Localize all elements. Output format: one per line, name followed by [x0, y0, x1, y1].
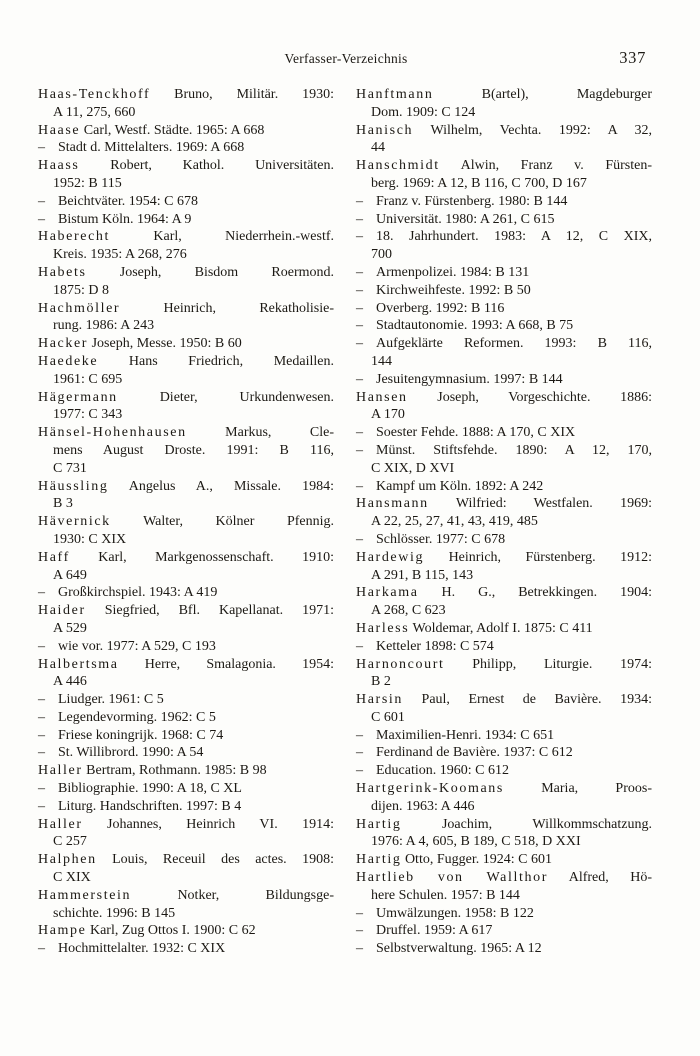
- entry-line: Hartgerink-Koomans Maria, Proos-: [356, 781, 652, 797]
- index-subentry: [356, 317, 652, 335]
- index-subentry: [356, 335, 652, 371]
- index-subentry: [38, 798, 334, 816]
- entry-line: Haider Siegfried, Bfl. Kapellanat. 1971:: [38, 603, 334, 619]
- entry-line: – Umwälzungen. 1958: B 122: [356, 905, 534, 921]
- index-entry: [38, 478, 334, 514]
- page-title: Verfasser-Verzeichnis: [284, 51, 408, 66]
- subentry-dash: –: [38, 638, 45, 654]
- entry-line: Hartlieb von Wallthor Alfred, Hö-: [356, 870, 652, 886]
- entry-line: Haff Karl, Markgenossenschaft. 1910:: [38, 549, 334, 565]
- entry-headword: Halphen: [38, 852, 97, 868]
- entry-line: Hartig Joachim, Willkommschatzung.: [356, 816, 652, 832]
- entry-line: – Friese koningrijk. 1968: C 74: [38, 727, 224, 743]
- entry-line: 1952: B 115: [53, 175, 122, 191]
- entry-line: – Liturg. Handschriften. 1997: B 4: [38, 798, 242, 814]
- entry-headword: Harnoncourt: [356, 656, 445, 672]
- index-entry: [38, 816, 334, 852]
- entry-headword: Hammerstein: [38, 887, 132, 903]
- entry-line: – Beichtväter. 1954: C 678: [38, 193, 198, 209]
- index-entry: [356, 157, 652, 193]
- entry-line: A 11, 275, 660: [53, 104, 136, 120]
- index-entry: [38, 851, 334, 887]
- subentry-dash: –: [356, 425, 363, 441]
- subentry-dash: –: [356, 193, 363, 209]
- index-subentry: [356, 905, 652, 923]
- index-subentry: [38, 727, 334, 745]
- index-entry: [356, 851, 652, 869]
- index-columns: [38, 86, 652, 958]
- entry-line: – Münst. Stiftsfehde. 1890: A 12, 170,: [356, 442, 652, 458]
- entry-line: A 22, 25, 27, 41, 43, 419, 485: [371, 514, 538, 530]
- index-subentry: [38, 709, 334, 727]
- entry-line: 1875: D 8: [53, 282, 109, 298]
- index-entry: [38, 122, 334, 140]
- index-subentry: [356, 264, 652, 282]
- index-entry: [38, 353, 334, 389]
- subentry-dash: –: [38, 727, 45, 743]
- entry-line: Hanisch Wilhelm, Vechta. 1992: A 32,: [356, 122, 652, 138]
- running-head: [38, 48, 654, 71]
- entry-line: Haase Carl, Westf. Städte. 1965: A 668: [38, 122, 265, 138]
- entry-line: 1976: A 4, 605, B 189, C 518, D XXI: [371, 834, 581, 850]
- entry-line: – Soester Fehde. 1888: A 170, C XIX: [356, 425, 576, 441]
- right-column: [356, 86, 652, 958]
- entry-headword: Hartig: [356, 816, 402, 832]
- entry-line: rung. 1986: A 243: [53, 318, 155, 334]
- entry-line: – Druffel. 1959: A 617: [356, 923, 493, 939]
- index-entry: [38, 86, 334, 122]
- index-entry: [38, 922, 334, 940]
- index-entry: [356, 495, 652, 531]
- index-entry: [356, 656, 652, 692]
- entry-line: – 18. Jahrhundert. 1983: A 12, C XIX,: [356, 229, 652, 245]
- subentry-dash: –: [38, 941, 45, 957]
- entry-line: Hägermann Dieter, Urkundenwesen.: [38, 389, 334, 405]
- entry-line: – Legendevorming. 1962: C 5: [38, 709, 216, 725]
- index-subentry: [38, 691, 334, 709]
- entry-headword: Haas-Tenckhoff: [38, 87, 151, 102]
- entry-line: 1961: C 695: [53, 371, 123, 387]
- entry-headword: Hacker: [38, 336, 89, 352]
- index-subentry: [356, 228, 652, 264]
- subentry-dash: –: [356, 318, 363, 334]
- entry-line: – St. Willibrord. 1990: A 54: [38, 745, 204, 761]
- index-entry: [356, 816, 652, 852]
- entry-line: Harsin Paul, Ernest de Bavière. 1934:: [356, 692, 652, 708]
- entry-headword: Halbertsma: [38, 656, 119, 672]
- index-entry: [38, 335, 334, 353]
- index-entry: [38, 228, 334, 264]
- subentry-dash: –: [356, 905, 363, 921]
- index-entry: [38, 602, 334, 638]
- entry-headword: Haedeke: [38, 353, 99, 369]
- index-entry: [356, 86, 652, 122]
- subentry-dash: –: [356, 229, 363, 245]
- entry-line: Hacker Joseph, Messe. 1950: B 60: [38, 336, 242, 352]
- index-entry: [356, 780, 652, 816]
- entry-headword: Hansen: [356, 389, 408, 405]
- entry-line: – Overberg. 1992: B 116: [356, 300, 505, 316]
- subentry-dash: –: [38, 798, 45, 814]
- entry-line: Haberecht Karl, Niederrhein.-westf.: [38, 229, 334, 245]
- index-entry: [38, 656, 334, 692]
- index-entry: [38, 549, 334, 585]
- entry-headword: Hanisch: [356, 122, 414, 138]
- entry-headword: Harless: [356, 620, 410, 636]
- entry-line: – wie vor. 1977: A 529, C 193: [38, 638, 216, 654]
- entry-line: B 2: [371, 674, 391, 690]
- subentry-dash: –: [356, 371, 363, 387]
- entry-line: B 3: [53, 496, 73, 512]
- entry-line: Hansen Joseph, Vorgeschichte. 1886:: [356, 389, 652, 405]
- entry-headword: Hartig: [356, 852, 402, 868]
- entry-headword: Hartlieb von Wallthor: [356, 870, 549, 886]
- entry-line: C XIX: [53, 870, 91, 886]
- entry-line: – Hochmittelalter. 1932: C XIX: [38, 941, 226, 957]
- subentry-dash: –: [38, 692, 45, 708]
- index-subentry: [356, 442, 652, 478]
- subentry-dash: –: [38, 140, 45, 156]
- index-subentry: [38, 780, 334, 798]
- index-subentry: [38, 744, 334, 762]
- entry-line: 144: [371, 353, 392, 369]
- index-subentry: [38, 193, 334, 211]
- entry-line: A 268, C 623: [371, 603, 446, 619]
- entry-line: Haller Johannes, Heinrich VI. 1914:: [38, 816, 334, 832]
- entry-headword: Hardewig: [356, 549, 425, 565]
- index-subentry: [356, 531, 652, 549]
- entry-line: – Bibliographie. 1990: A 18, C XL: [38, 781, 242, 797]
- subentry-dash: –: [356, 638, 363, 654]
- index-subentry: [356, 922, 652, 940]
- subentry-dash: –: [356, 923, 363, 939]
- index-entry: [356, 122, 652, 158]
- entry-line: – Aufgeklärte Reformen. 1993: B 116,: [356, 336, 652, 352]
- entry-headword: Habets: [38, 264, 87, 280]
- subentry-dash: –: [38, 709, 45, 725]
- subentry-dash: –: [356, 763, 363, 779]
- index-entry: [38, 264, 334, 300]
- entry-line: Hansmann Wilfried: Westfalen. 1969:: [356, 496, 652, 512]
- entry-line: Hanftmann B(artel), Magdeburger: [356, 87, 652, 102]
- page-number: 337: [619, 48, 646, 67]
- entry-line: Hänsel-Hohenhausen Markus, Cle-: [38, 425, 334, 441]
- subentry-dash: –: [356, 478, 363, 494]
- entry-line: – Franz v. Fürstenberg. 1980: B 144: [356, 193, 568, 209]
- entry-line: berg. 1969: A 12, B 116, C 700, D 167: [371, 175, 587, 191]
- entry-headword: Harkama: [356, 585, 419, 601]
- entry-line: here Schulen. 1957: B 144: [371, 887, 520, 903]
- entry-headword: Häussling: [38, 478, 109, 494]
- entry-headword: Hansmann: [356, 496, 429, 512]
- entry-headword: Hägermann: [38, 389, 118, 405]
- entry-line: A 446: [53, 674, 87, 690]
- entry-line: – Jesuitengymnasium. 1997: B 144: [356, 371, 563, 387]
- index-entry: [38, 762, 334, 780]
- entry-line: – Kirchweihfeste. 1992: B 50: [356, 282, 531, 298]
- index-subentry: [356, 940, 652, 958]
- index-subentry: [38, 211, 334, 229]
- index-subentry: [356, 211, 652, 229]
- entry-line: – Maximilien-Henri. 1934: C 651: [356, 727, 555, 743]
- entry-line: – Großkirchspiel. 1943: A 419: [38, 585, 218, 601]
- entry-line: Halphen Louis, Receuil des actes. 1908:: [38, 852, 334, 868]
- subentry-dash: –: [356, 264, 363, 280]
- entry-headword: Hänsel-Hohenhausen: [38, 425, 187, 441]
- entry-line: Hävernick Walter, Kölner Pfennig.: [38, 514, 334, 530]
- index-subentry: [356, 371, 652, 389]
- entry-line: C 601: [371, 709, 405, 725]
- entry-line: C XIX, D XVI: [371, 460, 455, 476]
- entry-line: Haas-Tenckhoff Bruno, Militär. 1930:: [38, 87, 334, 102]
- entry-headword: Hachmöller: [38, 300, 121, 316]
- index-entry: [356, 869, 652, 905]
- entry-line: – Liudger. 1961: C 5: [38, 692, 164, 708]
- entry-line: dijen. 1963: A 446: [371, 798, 475, 814]
- index-entry: [356, 389, 652, 425]
- subentry-dash: –: [38, 745, 45, 761]
- subentry-dash: –: [356, 531, 363, 547]
- entry-headword: Hanschmidt: [356, 158, 440, 174]
- subentry-dash: –: [356, 745, 363, 761]
- entry-line: 1930: C XIX: [53, 531, 127, 547]
- entry-line: Haller Bertram, Rothmann. 1985: B 98: [38, 763, 267, 779]
- entry-line: – Ketteler 1898: C 574: [356, 638, 494, 654]
- entry-line: Hammerstein Notker, Bildungsge-: [38, 887, 334, 903]
- entry-line: – Selbstverwaltung. 1965: A 12: [356, 941, 542, 957]
- entry-line: Hartig Otto, Fugger. 1924: C 601: [356, 852, 552, 868]
- entry-line: Haass Robert, Kathol. Universitäten.: [38, 158, 334, 174]
- index-subentry: [38, 940, 334, 958]
- entry-line: Harkama H. G., Betrekkingen. 1904:: [356, 585, 652, 601]
- entry-line: A 170: [371, 407, 405, 423]
- left-column: [38, 86, 334, 958]
- subentry-dash: –: [38, 211, 45, 227]
- entry-line: Häussling Angelus A., Missale. 1984:: [38, 478, 334, 494]
- subentry-dash: –: [356, 282, 363, 298]
- entry-line: Hachmöller Heinrich, Rekatholisie-: [38, 300, 334, 316]
- entry-line: 44: [371, 140, 385, 156]
- entry-line: C 731: [53, 460, 87, 476]
- subentry-dash: –: [356, 442, 363, 458]
- entry-line: Dom. 1909: C 124: [371, 104, 476, 120]
- index-entry: [38, 513, 334, 549]
- entry-line: A 529: [53, 620, 87, 636]
- entry-line: – Universität. 1980: A 261, C 615: [356, 211, 555, 227]
- entry-headword: Haider: [38, 603, 86, 619]
- subentry-dash: –: [356, 727, 363, 743]
- entry-line: 700: [371, 247, 392, 263]
- index-subentry: [356, 762, 652, 780]
- entry-line: – Armenpolizei. 1984: B 131: [356, 264, 530, 280]
- subentry-dash: –: [356, 336, 363, 352]
- entry-line: A 291, B 115, 143: [371, 567, 474, 583]
- index-subentry: [38, 139, 334, 157]
- index-entry: [38, 887, 334, 923]
- entry-headword: Haberecht: [38, 229, 111, 245]
- entry-line: – Schlösser. 1977: C 678: [356, 531, 506, 547]
- entry-line: – Kampf um Köln. 1892: A 242: [356, 478, 544, 494]
- entry-headword: Hampe: [38, 923, 87, 939]
- entry-line: Hampe Karl, Zug Ottos I. 1900: C 62: [38, 923, 256, 939]
- subentry-dash: –: [38, 585, 45, 601]
- index-subentry: [356, 638, 652, 656]
- subentry-dash: –: [38, 781, 45, 797]
- entry-headword: Harsin: [356, 692, 403, 708]
- entry-line: Hanschmidt Alwin, Franz v. Fürsten-: [356, 158, 652, 174]
- entry-line: Kreis. 1935: A 268, 276: [53, 247, 187, 263]
- entry-headword: Hanftmann: [356, 87, 434, 102]
- index-subentry: [356, 424, 652, 442]
- index-entry: [38, 157, 334, 193]
- entry-line: Harnoncourt Philipp, Liturgie. 1974:: [356, 656, 652, 672]
- index-entry: [38, 424, 334, 477]
- index-entry: [356, 584, 652, 620]
- index-entry: [356, 691, 652, 727]
- index-entry: [356, 620, 652, 638]
- entry-line: – Ferdinand de Bavière. 1937: C 612: [356, 745, 573, 761]
- index-subentry: [356, 478, 652, 496]
- entry-line: Hardewig Heinrich, Fürstenberg. 1912:: [356, 549, 652, 565]
- index-subentry: [356, 744, 652, 762]
- entry-line: schichte. 1996: B 145: [53, 905, 176, 921]
- index-subentry: [356, 300, 652, 318]
- index-subentry: [38, 584, 334, 602]
- entry-line: A 649: [53, 567, 87, 583]
- entry-headword: Haase: [38, 122, 81, 138]
- entry-headword: Haller: [38, 816, 83, 832]
- entry-headword: Haass: [38, 158, 80, 174]
- entry-headword: Haller: [38, 763, 83, 779]
- subentry-dash: –: [38, 193, 45, 209]
- entry-line: Halbertsma Herre, Smalagonia. 1954:: [38, 656, 334, 672]
- entry-line: Haedeke Hans Friedrich, Medaillen.: [38, 353, 334, 369]
- entry-headword: Hävernick: [38, 514, 111, 530]
- index-entry: [356, 549, 652, 585]
- index-entry: [38, 300, 334, 336]
- subentry-dash: –: [356, 211, 363, 227]
- entry-line: – Education. 1960: C 612: [356, 763, 509, 779]
- entry-line: – Bistum Köln. 1964: A 9: [38, 211, 192, 227]
- subentry-dash: –: [356, 941, 363, 957]
- index-entry: [38, 389, 334, 425]
- index-subentry: [38, 638, 334, 656]
- entry-headword: Hartgerink-Koomans: [356, 781, 504, 797]
- entry-line: Habets Joseph, Bisdom Roermond.: [38, 264, 334, 280]
- index-subentry: [356, 727, 652, 745]
- entry-line: 1977: C 343: [53, 407, 123, 423]
- subentry-dash: –: [356, 300, 363, 316]
- entry-line: C 257: [53, 834, 87, 850]
- entry-line: Harless Woldemar, Adolf I. 1875: C 411: [356, 620, 593, 636]
- entry-headword: Haff: [38, 549, 70, 565]
- index-subentry: [356, 282, 652, 300]
- entry-line: mens August Droste. 1991: B 116,: [53, 442, 334, 458]
- entry-line: – Stadt d. Mittelalters. 1969: A 668: [38, 140, 245, 156]
- index-subentry: [356, 193, 652, 211]
- entry-line: – Stadtautonomie. 1993: A 668, B 75: [356, 318, 574, 334]
